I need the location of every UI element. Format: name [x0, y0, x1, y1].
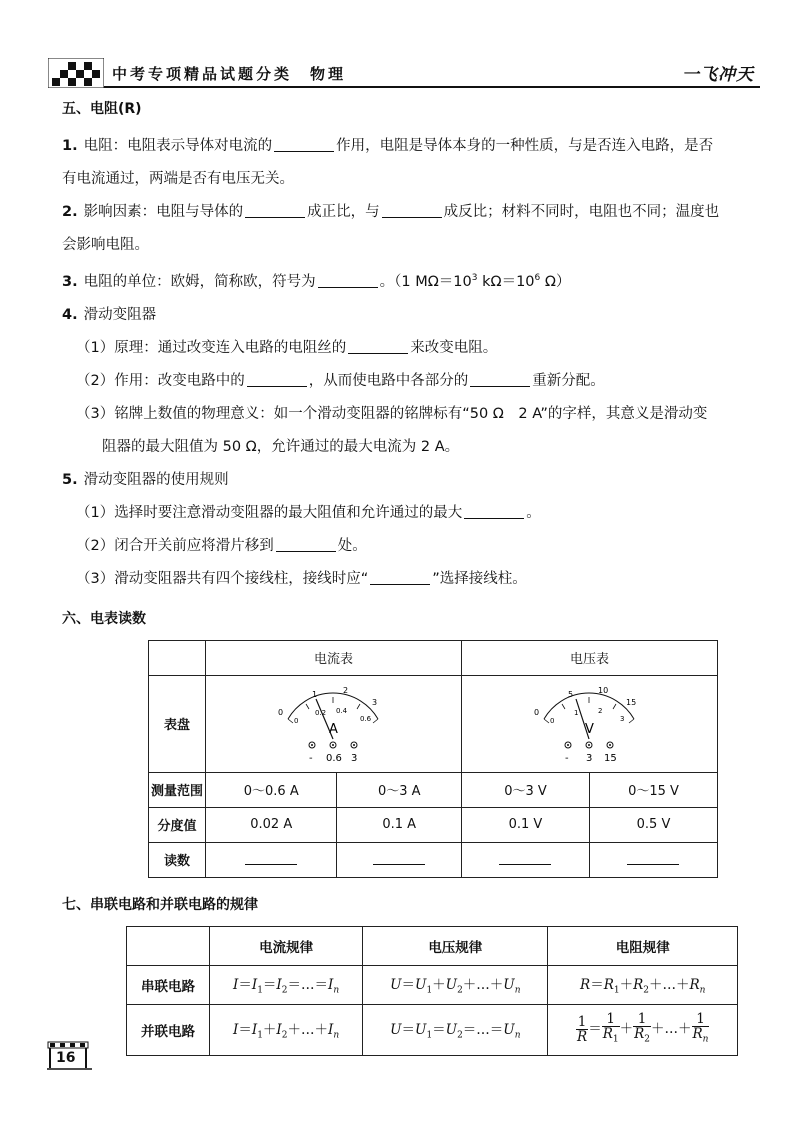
text: 来改变电阻。 — [410, 339, 498, 356]
answer-blank[interactable] — [499, 850, 551, 865]
range-cell: 0～3 V — [461, 772, 589, 807]
row-label-reading: 读数 — [149, 842, 206, 877]
answer-blank[interactable] — [470, 370, 530, 387]
answer-blank[interactable] — [276, 535, 336, 552]
text: 影响因素：电阻与导体的 — [83, 204, 244, 220]
item-number: 5. — [62, 471, 78, 488]
text: （2）作用：改变电路中的 — [76, 372, 245, 389]
answer-blank[interactable] — [274, 135, 334, 152]
text: （1）选择时要注意滑动变阻器的最大阻值和允许通过的最大 — [76, 504, 463, 521]
terminal-label: 0.6 — [326, 752, 343, 764]
row-label-dial: 表盘 — [149, 675, 206, 772]
series-resistance-formula: $R=R_1+R_2+\dots+R_n$ — [548, 965, 738, 1004]
text: ”选择接线柱。 — [432, 570, 527, 587]
item-4-3 — [62, 398, 752, 431]
dial-top-label: 3 — [372, 697, 378, 707]
header-brand: 一飞冲天 — [682, 65, 754, 85]
dial-bottom-label: 0 — [294, 716, 299, 725]
dial-bottom-label: 0.4 — [336, 706, 348, 715]
series-current-formula: $I=I_1=I_2=\dots=I_n$ — [210, 965, 363, 1004]
item-title: 滑动变阻器的使用规则 — [83, 471, 229, 488]
section-title-resistance: 五、电阻(R) — [62, 101, 142, 117]
text: （3）滑动变阻器共有四个接线柱，接线时应“ — [76, 570, 369, 587]
row-label-series: 串联电路 — [127, 965, 210, 1004]
meter-table — [148, 640, 718, 878]
terminal-label: 3 — [586, 752, 593, 764]
dial-top-label: 1 — [312, 689, 318, 699]
superscript: 3 — [471, 273, 478, 283]
page-content — [62, 94, 752, 1056]
answer-blank[interactable] — [370, 568, 430, 585]
division-cell: 0.02 A — [206, 807, 337, 842]
text: （3）铭牌上数值的物理意义：如一个滑动变阻器的铭牌标有“50 Ω 2 A”的字样，其意义是滑动变 — [76, 405, 708, 422]
reading-cell — [589, 842, 717, 877]
dial-top-label: 5 — [568, 689, 574, 699]
text: 成正比，与 — [307, 204, 380, 220]
row-label-range: 测量范围 — [149, 772, 206, 807]
text: 有电流通过，两端是否有电压无关。 — [62, 171, 294, 187]
dial-bottom-label: 2 — [598, 706, 603, 715]
text: 作用，电阻是导体本身的一种性质，与是否连入电路，是否 — [336, 138, 714, 154]
item-4-1 — [62, 332, 752, 365]
text: 处。 — [337, 537, 367, 554]
parallel-voltage-formula: $U=U_1=U_2=\dots=U_n$ — [363, 1004, 548, 1055]
answer-blank[interactable] — [245, 201, 305, 218]
text: （1）原理：通过改变连入电路的电阻丝的 — [76, 339, 347, 356]
division-cell: 0.1 A — [337, 807, 462, 842]
dial-bottom-label: 0 — [550, 716, 555, 725]
voltmeter-dial-cell — [461, 675, 717, 772]
answer-blank[interactable] — [348, 337, 408, 354]
terminal-label: - — [565, 752, 570, 764]
header-title: 中考专项精品试题分类 物理 — [112, 65, 347, 83]
dial-letter: A — [329, 721, 339, 737]
header-current-law: 电流规律 — [210, 926, 363, 965]
table-corner — [127, 926, 210, 965]
header-resistance-law: 电阻规律 — [548, 926, 738, 965]
dial-bottom-label: 0.6 — [360, 714, 372, 723]
text: 电阻的单位：欧姆，简称欧，符号为 — [83, 273, 316, 290]
text: kΩ＝10 — [477, 273, 535, 290]
item-4-2 — [62, 365, 752, 398]
item-5-2 — [62, 530, 752, 563]
item-1 — [62, 130, 752, 196]
section-title-meter: 六、电表读数 — [62, 610, 146, 627]
text: 。 — [526, 504, 541, 521]
dial-bottom-label: 0.2 — [315, 708, 327, 717]
item-4 — [62, 299, 752, 332]
terminal-label: 3 — [351, 752, 358, 764]
dial-zero-label: 0 — [534, 707, 540, 717]
header-voltage-law: 电压规律 — [363, 926, 548, 965]
dial-top-label: 10 — [598, 685, 609, 695]
text: Ω） — [540, 273, 571, 290]
parallel-resistance-formula: $\frac{1}{R}$ ＝ $\frac{1}{R_1}$ ＋ $\frac{1}{R_2}$ ＋…＋ $\frac{1}{R_n}$ — [548, 1004, 738, 1055]
text: 。（1 MΩ＝10 — [379, 273, 472, 290]
circuit-law-table — [126, 926, 738, 1056]
ammeter-dial-cell — [206, 675, 462, 772]
dial-bottom-label: 1 — [574, 708, 579, 717]
page-header — [48, 58, 760, 88]
answer-blank[interactable] — [247, 370, 307, 387]
text: 阻器的最大阻值为 50 Ω，允许通过的最大电流为 2 A。 — [102, 438, 460, 455]
text: 电阻：电阻表示导体对电流的 — [83, 138, 273, 154]
item-number: 1. — [62, 138, 78, 154]
dial-zero-label: 0 — [278, 707, 284, 717]
section-title-circuits: 七、串联电路和并联电路的规律 — [62, 896, 258, 913]
dial-letter: V — [585, 721, 595, 737]
header-voltmeter: 电压表 — [461, 640, 717, 675]
item-4-3-cont — [62, 431, 752, 464]
text: 成反比；材料不同时，电阻也不同；温度也 — [443, 204, 720, 220]
answer-blank[interactable] — [464, 502, 524, 519]
item-number: 3. — [62, 273, 78, 290]
item-number: 2. — [62, 204, 78, 220]
item-title: 滑动变阻器 — [83, 306, 157, 323]
page-number-badge — [46, 1040, 94, 1072]
header-ammeter: 电流表 — [206, 640, 462, 675]
answer-blank[interactable] — [627, 850, 679, 865]
item-5-3 — [62, 563, 752, 596]
answer-blank[interactable] — [373, 850, 425, 865]
terminal-label: - — [309, 752, 314, 764]
answer-blank[interactable] — [245, 850, 297, 865]
parallel-current-formula: $I=I_1+I_2+\dots+I_n$ — [210, 1004, 363, 1055]
ammeter-dial-icon — [258, 677, 408, 767]
item-5 — [62, 464, 752, 497]
row-label-division: 分度值 — [149, 807, 206, 842]
answer-blank[interactable] — [318, 271, 378, 288]
reading-cell — [337, 842, 462, 877]
answer-blank[interactable] — [382, 201, 442, 218]
item-2 — [62, 196, 752, 262]
text: （2）闭合开关前应将滑片移到 — [76, 537, 274, 554]
text: ，从而使电路中各部分的 — [308, 372, 469, 389]
dial-bottom-label: 3 — [620, 714, 625, 723]
text: 会影响电阻。 — [62, 237, 149, 253]
checker-logo-icon — [48, 58, 104, 88]
reading-cell — [461, 842, 589, 877]
item-5-1 — [62, 497, 752, 530]
superscript: 6 — [534, 273, 541, 283]
item-3 — [62, 262, 752, 299]
dial-top-label: 15 — [626, 697, 637, 707]
series-voltage-formula: $U=U_1+U_2+\dots+U_n$ — [363, 965, 548, 1004]
range-cell: 0～3 A — [337, 772, 462, 807]
item-number: 4. — [62, 306, 78, 323]
terminal-label: 15 — [604, 752, 618, 764]
range-cell: 0～0.6 A — [206, 772, 337, 807]
text: 重新分配。 — [532, 372, 605, 389]
reading-cell — [206, 842, 337, 877]
dial-top-label: 2 — [343, 685, 349, 695]
voltmeter-dial-icon — [514, 677, 664, 767]
division-cell: 0.5 V — [589, 807, 717, 842]
page-number: 16 — [56, 1050, 76, 1066]
row-label-parallel: 并联电路 — [127, 1004, 210, 1055]
range-cell: 0～15 V — [589, 772, 717, 807]
table-corner — [149, 640, 206, 675]
header-rule — [104, 86, 760, 88]
division-cell: 0.1 V — [461, 807, 589, 842]
